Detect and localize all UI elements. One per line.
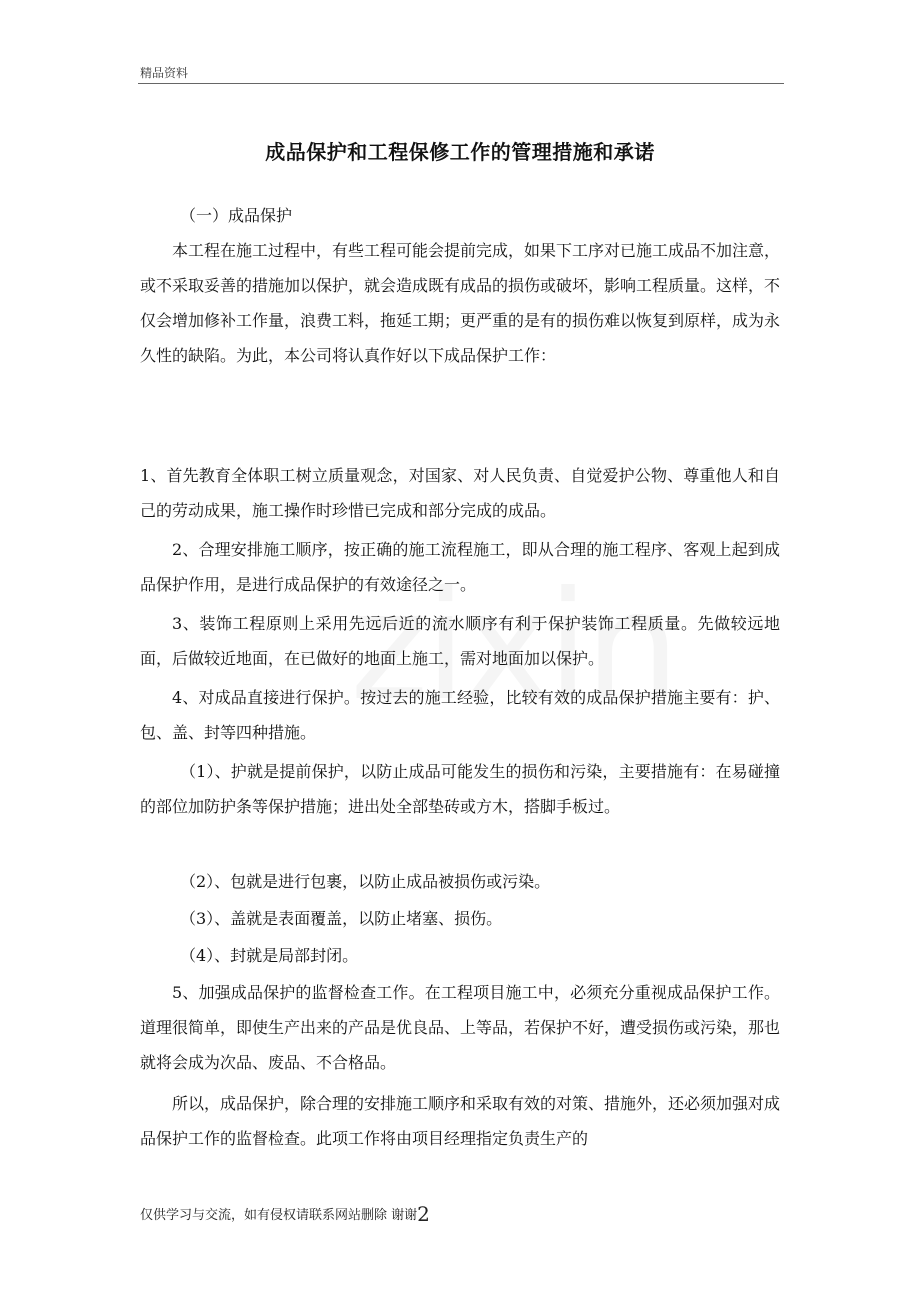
closing-paragraph: 所以，成品保护，除合理的安排施工顺序和采取有效的对策、措施外，还必须加强对成品保护工作的监督检查。此项工作将由项目经理指定负责生产的 [140,1094,781,1148]
header-label: 精品资料 [140,66,189,80]
item-2-paragraph: 2、合理安排施工顺序，按正确的施工流程施工，即从合理的施工程序、客观上起到成品保护作用，是进行成品保护的有效途径之一。 [140,540,780,594]
intro-paragraph: 本工程在施工过程中，有些工程可能会提前完成，如果下工序对已施工成品不加注意，或不采取妥善的措施加以保护，就会造成既有成品的损伤或破坏，影响工程质量。这样，不仅会增加修补工作量，浪费工料，拖延工期；更严重的是有的损伤难以恢复到原样，成为永久性的缺陷。为此，本公司将认真作好以下成品保护工作： [140,241,781,365]
item-5-paragraph: 5、加强成品保护的监督检查工作。在工程项目施工中，必须充分重视成品保护工作。道理很简单，即使生产出来的产品是优良品、上等品，若保护不好，遭受损伤或污染，那也就将会成为次品、废品、不合格品。 [140,983,781,1072]
sub-item-3-paragraph: （3）、盖就是表面覆盖，以防止堵塞、损伤。 [180,909,503,928]
item-4-paragraph: 4、对成品直接进行保护。按过去的施工经验，比较有效的成品保护措施主要有：护、包、盖、封等四种措施。 [140,688,780,742]
page-number: 2 [417,1202,430,1226]
header-rule [138,83,784,84]
document-title: 成品保护和工程保修工作的管理措施和承诺 [265,140,655,164]
item-1-paragraph: 1、首先教育全体职工树立质量观念，对国家、对人民负责、自觉爱护公物、尊重他人和自己的劳动成果，施工操作时珍惜已完成和部分完成的成品。 [140,466,780,520]
sub-item-4-paragraph: （4）、封就是局部封闭。 [180,946,359,965]
sub-item-1-paragraph: （1）、护就是提前保护，以防止成品可能发生的损伤和污染，主要措施有：在易碰撞的部位加防护条等保护措施；进出处全部垫砖或方木，搭脚手板过。 [140,762,780,816]
item-3-paragraph: 3、装饰工程原则上采用先远后近的流水顺序有利于保护装饰工程质量。先做较远地面，后做较近地面，在已做好的地面上施工，需对地面加以保护。 [140,614,780,668]
footer-note-text: 仅供学习与交流，如有侵权请联系网站删除 谢谢 [140,1208,418,1223]
footer-note [140,1202,430,1226]
section-heading: （一）成品保护 [180,206,293,225]
sub-item-2-paragraph: （2）、包就是进行包裹，以防止成品被损伤或污染。 [180,872,551,891]
